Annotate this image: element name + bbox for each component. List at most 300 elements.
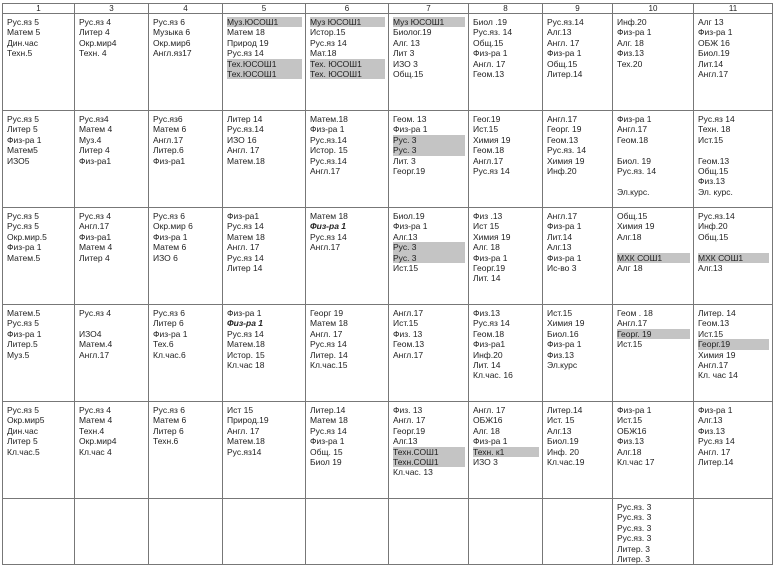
schedule-cell <box>3 14 75 111</box>
lesson-entry: Биол .19 <box>473 17 508 27</box>
lesson-entry: Тех.20 <box>617 58 643 69</box>
lesson-entry: Рус.яз 6 <box>153 308 186 318</box>
lesson-entry: Кл.час. 16 <box>473 370 513 381</box>
lesson-entry: Геом.13 <box>698 155 730 166</box>
lesson-entry: Химия 19 <box>698 349 736 360</box>
schedule-cell <box>389 14 469 111</box>
lesson-entry: Кл.час 18 <box>227 359 265 370</box>
lesson-entry: Муз.ЮСОШ1 <box>227 17 302 27</box>
lesson-entry: Химия 19 <box>473 231 511 242</box>
lesson-entry: Рус.яз.14 <box>310 134 347 145</box>
lesson-entry: Физ-ра 1 <box>227 308 262 318</box>
lesson-entry: Рус.яз 14 <box>698 114 735 124</box>
lesson-entry: Англ. 17 <box>473 58 506 69</box>
lesson-entry: Рус.яз 14 <box>310 37 347 48</box>
schedule-row <box>3 305 773 402</box>
lesson-entry: Техн.СОШ1 <box>393 457 465 467</box>
lesson-entry <box>617 242 690 252</box>
lesson-entry: Лит.14 <box>547 231 573 242</box>
lesson-entry: ИЗО 6 <box>153 252 178 263</box>
lesson-entry: Рус.яз.14 <box>227 124 264 135</box>
lesson-entry: Георг 19 <box>310 308 344 318</box>
lesson-entry: Тех. ЮСОШ1 <box>310 59 385 69</box>
lesson-entry <box>698 145 769 155</box>
lesson-entry: ИЗО 16 <box>227 134 257 145</box>
schedule-cell <box>149 402 223 499</box>
lesson-entry: ОБЖ 16 <box>698 37 730 48</box>
lesson-entry: Лит. 14 <box>473 273 501 284</box>
lesson-entry: Общ.15 <box>698 231 729 242</box>
lesson-entry: Геом.13 <box>547 134 579 145</box>
lesson-entry: Литер 4 <box>79 145 110 156</box>
lesson-entry: Геом. 13 <box>393 114 427 124</box>
lesson-entry: Рус. 3 <box>393 145 465 155</box>
lesson-entry: Геом.18 <box>617 134 649 145</box>
lesson-entry: Матем.5 <box>7 252 41 263</box>
header-row <box>3 4 773 14</box>
lesson-entry: Рус.яз 5 <box>7 211 40 221</box>
lesson-entry: Рус.яз 4 <box>79 17 112 27</box>
lesson-entry: Алг. 18 <box>473 242 500 253</box>
schedule-cell <box>75 402 149 499</box>
lesson-entry: Физ-ра 1 <box>473 436 508 447</box>
lesson-entry: Лит.14 <box>698 58 724 69</box>
lesson-entry: Физ-ра 1 <box>617 114 652 124</box>
lesson-entry: Англ.яз17 <box>153 48 192 59</box>
lesson-entry: Кл.час.15 <box>310 359 348 370</box>
lesson-entry: Физ-ра 1 <box>547 48 582 59</box>
lesson-entry <box>617 176 690 186</box>
lesson-entry: Рус.яз. 14 <box>617 165 657 176</box>
lesson-entry: Физ-ра1 <box>79 155 112 166</box>
lesson-entry: Рус. 3 <box>393 253 465 263</box>
lesson-entry: Эл.курс. <box>617 186 650 197</box>
lesson-entry: Рус.яз 6 <box>153 17 186 27</box>
lesson-entry: Физ-ра 1 <box>547 339 582 350</box>
lesson-entry: Биол 19 <box>310 456 342 467</box>
lesson-entry: Литер. 14 <box>698 308 736 318</box>
lesson-entry: Литер 14 <box>227 114 263 124</box>
lesson-entry: Муз ЮСОШ1 <box>393 17 465 27</box>
lesson-entry: Алг.13 <box>698 415 723 426</box>
lesson-entry: Литер 4 <box>79 27 110 38</box>
lesson-entry: Физ-ра 1 <box>547 252 582 263</box>
schedule-cell <box>389 111 469 208</box>
lesson-entry: ИЗО 3 <box>473 456 498 467</box>
lesson-entry: Физ-ра1 <box>153 155 186 166</box>
lesson-entry: Техн. 4 <box>79 48 107 59</box>
schedule-cell <box>613 402 694 499</box>
column-header: 8 <box>469 4 543 14</box>
lesson-entry: Физ-ра 1 <box>473 252 508 263</box>
lesson-entry: Физ-ра 1 <box>393 124 428 135</box>
lesson-entry: Ист.15 <box>617 415 643 426</box>
lesson-entry: Рус.яз 4 <box>79 405 112 415</box>
lesson-entry: Окр.мир4 <box>79 436 117 447</box>
schedule-cell <box>543 208 613 305</box>
schedule-cell <box>694 111 773 208</box>
schedule-cell <box>149 208 223 305</box>
schedule-cell <box>3 111 75 208</box>
schedule-cell <box>613 305 694 402</box>
lesson-entry: Ист.15 <box>393 318 419 329</box>
lesson-entry: Рус.яз 5 <box>7 405 40 415</box>
lesson-entry: Матем 18 <box>310 211 348 221</box>
lesson-entry: Литер.14 <box>310 405 346 415</box>
schedule-cell <box>3 305 75 402</box>
lesson-entry: Рус.яз. 14 <box>547 145 587 156</box>
lesson-entry: Алг.13 <box>393 231 418 242</box>
lesson-entry <box>79 318 145 328</box>
lesson-entry: Общ.15 <box>473 37 504 48</box>
lesson-entry: Рус.яз 5 <box>7 114 40 124</box>
lesson-entry: Англ. 17 <box>698 446 731 457</box>
lesson-entry: Окр.мир6 <box>153 37 191 48</box>
lesson-entry: Физ-ра 1 <box>153 231 188 242</box>
schedule-cell <box>306 111 389 208</box>
lesson-entry: ИЗО 3 <box>393 58 418 69</box>
lesson-entry: Матем.18 <box>227 155 265 166</box>
lesson-entry: Истор. 15 <box>310 145 348 156</box>
schedule-cell <box>149 14 223 111</box>
column-header: 9 <box>543 4 613 14</box>
lesson-entry: Физ-ра1 <box>473 339 506 350</box>
lesson-entry: Алг.13 <box>547 425 572 436</box>
schedule-cell <box>543 14 613 111</box>
lesson-entry: Алг.18 <box>617 231 642 242</box>
lesson-entry: Рус.яз 14 <box>227 252 264 263</box>
lesson-entry: Химия 19 <box>473 134 511 145</box>
lesson-entry: Ис-во 3 <box>547 262 577 273</box>
lesson-entry: Эл.курс <box>547 359 578 370</box>
schedule-cell <box>543 305 613 402</box>
lesson-entry: Техн.6 <box>153 436 179 447</box>
lesson-entry: Рус.яз.14 <box>698 211 735 221</box>
schedule-cell <box>694 402 773 499</box>
lesson-entry: МХК СОШ1 <box>617 253 690 263</box>
lesson-entry: Физ-ра 1 <box>7 242 42 253</box>
lesson-entry: Геог.19 <box>473 114 501 124</box>
lesson-entry: Литер 14 <box>227 262 263 273</box>
lesson-entry: Рус. 3 <box>393 135 465 145</box>
lesson-entry: Ист.15 <box>547 308 573 318</box>
lesson-entry: Алг 13 <box>698 17 724 27</box>
lesson-entry: Инф. 20 <box>547 446 579 457</box>
lesson-entry: Рус.яз 14 <box>227 221 264 232</box>
lesson-entry: Физ-ра 1 <box>617 27 652 38</box>
lesson-entry: Инф.20 <box>698 221 728 232</box>
lesson-entry: Физ-ра 1 <box>7 328 42 339</box>
lesson-entry: Матем 6 <box>153 124 187 135</box>
lesson-entry: Геом.18 <box>473 145 505 156</box>
lesson-entry: Ист 15 <box>473 221 500 232</box>
lesson-entry: Кл.час.19 <box>547 456 585 467</box>
lesson-entry: Химия 19 <box>547 318 585 329</box>
lesson-entry: Алг.13 <box>547 27 572 38</box>
lesson-entry: Геом.18 <box>473 328 505 339</box>
lesson-entry: Дин.час <box>7 425 38 436</box>
lesson-entry: Георг.19 <box>393 165 426 176</box>
lesson-entry: Матем.18 <box>310 114 348 124</box>
lesson-entry: Ист.15 <box>393 262 419 273</box>
lesson-entry: Литер. 3 <box>617 553 651 564</box>
lesson-entry: Матем 4 <box>79 242 113 253</box>
lesson-entry: Физ .13 <box>473 211 503 221</box>
lesson-entry: Физ-ра 1 <box>393 221 428 232</box>
lesson-entry: Матем.18 <box>227 339 265 350</box>
lesson-entry: Лит. 14 <box>473 359 501 370</box>
lesson-entry: Матем 18 <box>227 27 265 38</box>
lesson-entry: Литер.14 <box>698 456 734 467</box>
lesson-entry: Рус.яз.14 <box>547 17 584 27</box>
schedule-cell <box>694 305 773 402</box>
lesson-entry: Геом.13 <box>698 318 730 329</box>
schedule-cell <box>223 305 306 402</box>
lesson-entry: Рус.яз 6 <box>153 405 186 415</box>
lesson-entry: Техн. 18 <box>698 124 731 135</box>
lesson-entry: Ист.15 <box>617 339 643 350</box>
lesson-entry: Тех.6 <box>153 339 174 350</box>
schedule-cell <box>149 111 223 208</box>
lesson-entry: Литер. 3 <box>617 543 651 554</box>
schedule-row <box>3 208 773 305</box>
lesson-entry: Общ.15 <box>393 68 424 79</box>
lesson-entry: Рус.яз 14 <box>473 318 510 329</box>
lesson-entry: Алг.13 <box>547 242 572 253</box>
lesson-entry: Кл.час.5 <box>7 446 40 457</box>
lesson-entry: Англ.17 <box>393 349 424 360</box>
lesson-entry: Рус.яз 5 <box>7 221 40 232</box>
lesson-entry: Рус.яз6 <box>153 114 183 124</box>
column-header: 3 <box>75 4 149 14</box>
lesson-entry: Англ.17 <box>393 308 424 318</box>
lesson-entry: Англ. 17 <box>227 242 260 253</box>
lesson-entry: Рус.яз. 14 <box>473 27 513 38</box>
schedule-cell <box>223 402 306 499</box>
lesson-entry: Рус.яз 5 <box>7 318 40 329</box>
lesson-entry: Рус.яз 5 <box>7 17 40 27</box>
lesson-entry: Физ.13 <box>617 436 644 447</box>
lesson-entry: ИЗО4 <box>79 328 102 339</box>
lesson-entry: Окр.мир 6 <box>153 221 193 232</box>
lesson-entry: Техн. к1 <box>473 447 539 457</box>
column-header: 10 <box>613 4 694 14</box>
lesson-entry: Англ.17 <box>473 155 504 166</box>
lesson-entry: Матем.18 <box>227 436 265 447</box>
lesson-entry: Рус.яз4 <box>79 114 109 124</box>
lesson-entry: ОБЖ16 <box>617 425 647 436</box>
lesson-entry: Матем 18 <box>310 415 348 426</box>
schedule-cell <box>75 305 149 402</box>
lesson-entry: Физ.13 <box>698 425 725 436</box>
lesson-entry: Рус. 3 <box>393 242 465 252</box>
schedule-cell <box>3 208 75 305</box>
lesson-entry: Биол.19 <box>393 211 425 221</box>
lesson-entry: Лит 3 <box>393 48 415 59</box>
schedule-cell <box>389 305 469 402</box>
lesson-entry: Алг. 18 <box>617 37 644 48</box>
lesson-entry: Кл.час 17 <box>617 456 655 467</box>
lesson-entry: Муз.4 <box>79 134 102 145</box>
lesson-entry: Техн.СОШ1 <box>393 447 465 457</box>
lesson-entry: Алг.13 <box>393 436 418 447</box>
lesson-entry: Литер. 14 <box>310 349 348 360</box>
schedule-cell <box>469 305 543 402</box>
lesson-entry: Дин.час <box>7 37 38 48</box>
lesson-entry: Рус.яз. 3 <box>617 502 652 512</box>
schedule-cell <box>469 402 543 499</box>
lesson-entry: Лит. 3 <box>393 155 416 166</box>
schedule-cell <box>469 208 543 305</box>
lesson-entry: Матем 6 <box>153 415 187 426</box>
lesson-entry: Ист.15 <box>473 124 499 135</box>
schedule-cell <box>469 14 543 111</box>
schedule-cell <box>306 305 389 402</box>
lesson-entry: Литер 4 <box>79 252 110 263</box>
lesson-entry: Георг.19 <box>473 262 506 273</box>
schedule-cell <box>223 14 306 111</box>
lesson-entry: Рус.яз 14 <box>227 48 264 59</box>
lesson-entry: Англ.17 <box>153 134 184 145</box>
lesson-entry: Англ. 17 <box>547 37 580 48</box>
lesson-entry: Физ. 13 <box>393 405 423 415</box>
lesson-entry: Биол.16 <box>547 328 579 339</box>
lesson-entry: Англ. 17 <box>227 145 260 156</box>
lesson-entry: Рус.яз. 3 <box>617 533 652 544</box>
lesson-entry: Химия 19 <box>547 155 585 166</box>
lesson-entry: Мат.18 <box>310 48 337 59</box>
lesson-entry: Природ.19 <box>227 415 269 426</box>
lesson-entry: Инф.20 <box>617 17 647 27</box>
lesson-entry: Георг.19 <box>698 339 769 349</box>
lesson-entry: Рус.яз 14 <box>227 328 264 339</box>
lesson-entry: Литер.5 <box>7 339 38 350</box>
lesson-entry: Алг 18 <box>617 262 643 273</box>
lesson-entry: Матем.5 <box>7 308 41 318</box>
lesson-entry: Общ. 15 <box>310 446 343 457</box>
lesson-entry: Рус.яз 14 <box>473 165 510 176</box>
lesson-entry: Литер.14 <box>547 68 583 79</box>
lesson-entry: Англ. 17 <box>393 415 426 426</box>
lesson-entry: Физ.13 <box>547 349 574 360</box>
lesson-entry: Англ.17 <box>79 221 110 232</box>
lesson-entry: Муз ЮСОШ1 <box>310 17 385 27</box>
lesson-entry: Алг.18 <box>617 446 642 457</box>
lesson-entry: Англ.17 <box>547 211 578 221</box>
lesson-entry: Англ.17 <box>547 114 578 124</box>
schedule-cell <box>3 402 75 499</box>
lesson-entry: Физ.13 <box>617 48 644 59</box>
lesson-entry: Матем 4 <box>79 124 113 135</box>
lesson-entry: Тех.ЮСОШ1 <box>227 59 302 69</box>
lesson-entry: Матем 18 <box>310 318 348 329</box>
lesson-entry: Англ.17 <box>698 359 729 370</box>
lesson-entry: Георг. 19 <box>547 124 582 135</box>
lesson-entry: Англ. 17 <box>473 405 506 415</box>
column-header: 7 <box>389 4 469 14</box>
column-header: 1 <box>3 4 75 14</box>
lesson-entry: Физ-ра1 <box>79 231 112 242</box>
schedule-cell <box>306 402 389 499</box>
lesson-entry: Георг.19 <box>393 425 426 436</box>
lesson-entry: Истор.15 <box>310 27 346 38</box>
column-header: 4 <box>149 4 223 14</box>
lesson-entry: Матем 6 <box>153 242 187 253</box>
lesson-entry: Геом . 18 <box>617 308 653 318</box>
lesson-entry: Ист. 15 <box>547 415 575 426</box>
lesson-entry: Рус.яз 14 <box>310 425 347 436</box>
schedule-row <box>3 14 773 111</box>
lesson-entry <box>617 145 690 155</box>
lesson-entry: Георг. 19 <box>617 329 690 339</box>
lesson-entry: Общ.15 <box>617 211 648 221</box>
lesson-entry: Ист.15 <box>698 328 724 339</box>
lesson-entry: Физ-ра 1 <box>7 134 42 145</box>
schedule-cell <box>694 208 773 305</box>
lesson-entry: Техн.4 <box>79 425 105 436</box>
lesson-entry: Матем 18 <box>227 231 265 242</box>
lesson-entry: Матем5 <box>7 145 38 156</box>
lesson-entry: Алг.13 <box>698 262 723 273</box>
lesson-entry: Англ.17 <box>698 68 729 79</box>
lesson-entry: Англ.17 <box>79 349 110 360</box>
lesson-entry: Физ-ра 1 <box>547 221 582 232</box>
lesson-entry: Рус.яз 6 <box>153 211 186 221</box>
lesson-entry: Геом.13 <box>473 68 505 79</box>
schedule-cell <box>389 402 469 499</box>
lesson-entry: Рус.яз 4 <box>79 211 112 221</box>
lesson-entry: Музыка 6 <box>153 27 191 38</box>
lesson-entry: Ист.15 <box>698 134 724 145</box>
lesson-entry: Алг. 13 <box>393 37 420 48</box>
lesson-entry: Литер.14 <box>547 405 583 415</box>
schedule-cell <box>223 208 306 305</box>
lesson-entry: Матем 5 <box>7 27 41 38</box>
lesson-entry: Рус.яз. 3 <box>617 512 652 523</box>
schedule-cell <box>613 14 694 111</box>
lesson-entry: Геом.13 <box>393 339 425 350</box>
lesson-entry: Истор. 15 <box>227 349 265 360</box>
lesson-entry: Англ.17 <box>617 318 648 329</box>
lesson-entry: ИЗО5 <box>7 155 30 166</box>
schedule-cell <box>543 111 613 208</box>
lesson-entry: Физ-ра1 <box>227 211 260 221</box>
lesson-entry: Биол. 19 <box>617 155 652 166</box>
schedule-table <box>2 3 773 565</box>
schedule-cell <box>613 208 694 305</box>
column-header: 11 <box>694 4 773 14</box>
lesson-entry: Окр.мир4 <box>79 37 117 48</box>
lesson-entry: Биолог.19 <box>393 27 432 38</box>
lesson-entry: Англ. 17 <box>227 425 260 436</box>
lesson-entry: Кл.час.6 <box>153 349 186 360</box>
schedule-cell <box>75 14 149 111</box>
schedule-row <box>3 402 773 499</box>
lesson-entry: Рус.яз 14 <box>698 436 735 447</box>
lesson-entry: Инф.20 <box>547 165 577 176</box>
lesson-entry: Матем 4 <box>79 415 113 426</box>
lesson-entry: Тех. ЮСОШ1 <box>310 69 385 79</box>
lesson-entry: Биол.19 <box>698 48 730 59</box>
schedule-cell <box>306 14 389 111</box>
lesson-entry: Литер 5 <box>7 124 38 135</box>
lesson-entry: Физ-ра 1 <box>310 436 345 447</box>
schedule-row <box>3 111 773 208</box>
schedule-cell <box>75 208 149 305</box>
lesson-entry: Ист 15 <box>227 405 254 415</box>
lesson-entry: Рус.яз 4 <box>79 308 112 318</box>
schedule-cell <box>613 111 694 208</box>
